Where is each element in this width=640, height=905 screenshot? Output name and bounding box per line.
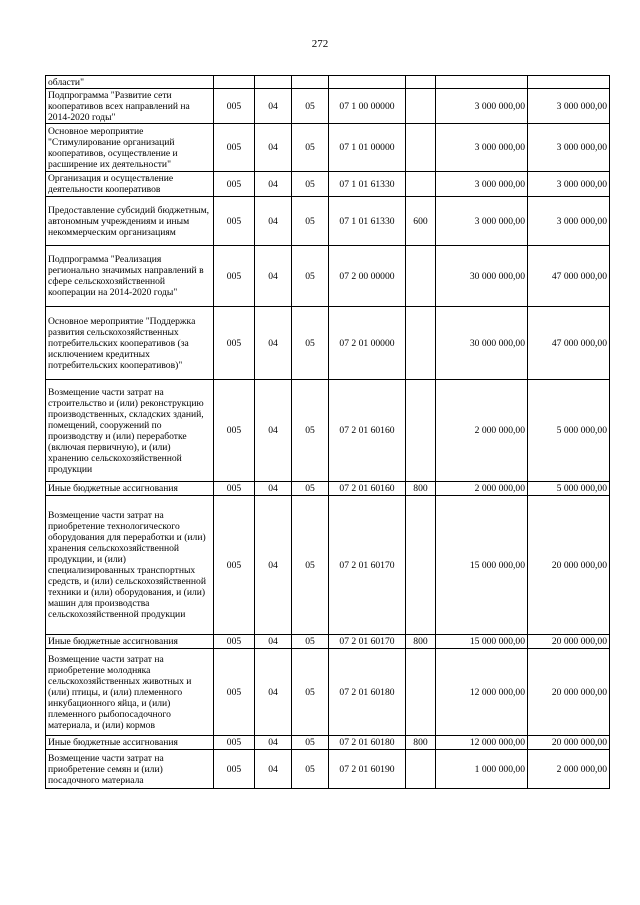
- amount-cell-year1: 3 000 000,00: [436, 172, 528, 197]
- subsection-code-cell: 05: [292, 482, 329, 496]
- section-code-cell: 04: [255, 197, 292, 246]
- target-article-cell: 07 1 00 00000: [329, 89, 406, 124]
- table-row: [46, 649, 610, 736]
- target-article-cell: 07 1 01 61330: [329, 172, 406, 197]
- row-name-cell: Организация и осуществление деятельности кооперативов: [46, 172, 214, 197]
- admin-code-cell: 005: [214, 482, 255, 496]
- expense-type-cell: [406, 89, 436, 124]
- table-row: [46, 750, 610, 789]
- amount-cell-year1: [436, 76, 528, 89]
- subsection-code-cell: 05: [292, 172, 329, 197]
- table-row: [46, 89, 610, 124]
- row-name-cell: Иные бюджетные ассигнования: [46, 736, 214, 750]
- expense-type-cell: 800: [406, 635, 436, 649]
- target-article-cell: 07 2 01 60160: [329, 380, 406, 482]
- admin-code-cell: 005: [214, 496, 255, 635]
- table-row: [46, 246, 610, 307]
- expense-type-cell: [406, 246, 436, 307]
- admin-code-cell: 005: [214, 89, 255, 124]
- section-code-cell: 04: [255, 124, 292, 172]
- target-article-cell: 07 2 01 00000: [329, 307, 406, 380]
- row-name-cell: Возмещение части затрат на приобретение молодняка сельскохозяйственных животных и (или) птицы, и (или) племенного инкубационного яйца, и (или) племенного рыбопосадочного материала, и (или) кормов: [46, 649, 214, 736]
- amount-cell-year1: 3 000 000,00: [436, 124, 528, 172]
- amount-cell-year1: 30 000 000,00: [436, 307, 528, 380]
- target-article-cell: 07 2 01 60160: [329, 482, 406, 496]
- amount-cell-year1: 15 000 000,00: [436, 496, 528, 635]
- table-row: [46, 482, 610, 496]
- section-code-cell: 04: [255, 635, 292, 649]
- section-code-cell: 04: [255, 380, 292, 482]
- amount-cell-year1: 3 000 000,00: [436, 197, 528, 246]
- amount-cell-year2: 3 000 000,00: [528, 172, 610, 197]
- amount-cell-year1: 12 000 000,00: [436, 736, 528, 750]
- row-name-cell: Возмещение части затрат на строительство и (или) реконструкцию производственных, складских зданий, помещений, сооружений по производству и (или) переработке (включая первичную), и (или) хранению сельскохозяйственной продукции: [46, 380, 214, 482]
- subsection-code-cell: 05: [292, 197, 329, 246]
- expense-type-cell: [406, 76, 436, 89]
- admin-code-cell: 005: [214, 736, 255, 750]
- amount-cell-year2: 3 000 000,00: [528, 197, 610, 246]
- table-row: [46, 736, 610, 750]
- table-row: [46, 380, 610, 482]
- amount-cell-year2: 47 000 000,00: [528, 307, 610, 380]
- amount-cell-year1: 30 000 000,00: [436, 246, 528, 307]
- table-row: [46, 124, 610, 172]
- admin-code-cell: 005: [214, 649, 255, 736]
- subsection-code-cell: 05: [292, 635, 329, 649]
- expense-type-cell: [406, 124, 436, 172]
- row-name-cell: Основное мероприятие "Стимулирование организаций кооперативов, осуществление и расширение их деятельности": [46, 124, 214, 172]
- amount-cell-year2: 47 000 000,00: [528, 246, 610, 307]
- table-row: [46, 76, 610, 89]
- table-row: [46, 307, 610, 380]
- subsection-code-cell: 05: [292, 736, 329, 750]
- target-article-cell: 07 1 01 61330: [329, 197, 406, 246]
- amount-cell-year2: 3 000 000,00: [528, 89, 610, 124]
- admin-code-cell: 005: [214, 124, 255, 172]
- row-name-cell: Основное мероприятие "Поддержка развития сельскохозяйственных потребительских кооперативов (за исключением кредитных потребительских кооперативов)": [46, 307, 214, 380]
- amount-cell-year2: [528, 76, 610, 89]
- expense-type-cell: [406, 172, 436, 197]
- admin-code-cell: 005: [214, 380, 255, 482]
- table-row: [46, 496, 610, 635]
- amount-cell-year2: 20 000 000,00: [528, 635, 610, 649]
- amount-cell-year2: 5 000 000,00: [528, 482, 610, 496]
- amount-cell-year1: 15 000 000,00: [436, 635, 528, 649]
- subsection-code-cell: 05: [292, 750, 329, 789]
- expense-type-cell: [406, 750, 436, 789]
- row-name-cell: Подпрограмма "Реализация регионально значимых направлений в сфере сельскохозяйственной кооперации на 2014-2020 годы": [46, 246, 214, 307]
- row-name-cell: Подпрограмма "Развитие сети кооперативов всех направлений на 2014-2020 годы": [46, 89, 214, 124]
- target-article-cell: [329, 76, 406, 89]
- subsection-code-cell: 05: [292, 246, 329, 307]
- subsection-code-cell: 05: [292, 380, 329, 482]
- expense-type-cell: 800: [406, 736, 436, 750]
- target-article-cell: 07 2 00 00000: [329, 246, 406, 307]
- amount-cell-year2: 2 000 000,00: [528, 750, 610, 789]
- amount-cell-year1: 12 000 000,00: [436, 649, 528, 736]
- page-number: 272: [311, 38, 329, 50]
- subsection-code-cell: 05: [292, 307, 329, 380]
- admin-code-cell: [214, 76, 255, 89]
- section-code-cell: 04: [255, 307, 292, 380]
- target-article-cell: 07 2 01 60180: [329, 736, 406, 750]
- amount-cell-year2: 3 000 000,00: [528, 124, 610, 172]
- amount-cell-year2: 20 000 000,00: [528, 496, 610, 635]
- row-name-cell: Иные бюджетные ассигнования: [46, 635, 214, 649]
- table-row: [46, 635, 610, 649]
- subsection-code-cell: 05: [292, 124, 329, 172]
- admin-code-cell: 005: [214, 635, 255, 649]
- admin-code-cell: 005: [214, 750, 255, 789]
- target-article-cell: 07 1 01 00000: [329, 124, 406, 172]
- subsection-code-cell: [292, 76, 329, 89]
- amount-cell-year1: 1 000 000,00: [436, 750, 528, 789]
- expense-type-cell: 800: [406, 482, 436, 496]
- amount-cell-year2: 20 000 000,00: [528, 649, 610, 736]
- subsection-code-cell: 05: [292, 496, 329, 635]
- section-code-cell: 04: [255, 482, 292, 496]
- row-name-cell: Предоставление субсидий бюджетным, автономным учреждениям и иным некоммерческим организациям: [46, 197, 214, 246]
- section-code-cell: [255, 76, 292, 89]
- admin-code-cell: 005: [214, 307, 255, 380]
- section-code-cell: 04: [255, 496, 292, 635]
- section-code-cell: 04: [255, 736, 292, 750]
- section-code-cell: 04: [255, 750, 292, 789]
- subsection-code-cell: 05: [292, 649, 329, 736]
- target-article-cell: 07 2 01 60170: [329, 635, 406, 649]
- admin-code-cell: 005: [214, 246, 255, 307]
- expense-type-cell: [406, 496, 436, 635]
- row-name-cell: Возмещение части затрат на приобретение технологического оборудования для переработки и (или) хранения сельскохозяйственной продукции, и (или) специализированных транспортных средств, и (или) сельскохозяйственной техники и (или) оборудования, и (или) машин для производства сельскохозяйственной продукции: [46, 496, 214, 635]
- row-name-cell: Иные бюджетные ассигнования: [46, 482, 214, 496]
- amount-cell-year1: 2 000 000,00: [436, 380, 528, 482]
- section-code-cell: 04: [255, 172, 292, 197]
- section-code-cell: 04: [255, 649, 292, 736]
- table-row: [46, 172, 610, 197]
- subsection-code-cell: 05: [292, 89, 329, 124]
- row-name-cell: области": [46, 76, 214, 89]
- section-code-cell: 04: [255, 246, 292, 307]
- amount-cell-year2: 20 000 000,00: [528, 736, 610, 750]
- table-row: [46, 197, 610, 246]
- expense-type-cell: [406, 649, 436, 736]
- budget-table: [45, 75, 610, 789]
- amount-cell-year1: 2 000 000,00: [436, 482, 528, 496]
- expense-type-cell: [406, 380, 436, 482]
- section-code-cell: 04: [255, 89, 292, 124]
- row-name-cell: Возмещение части затрат на приобретение семян и (или) посадочного материала: [46, 750, 214, 789]
- amount-cell-year1: 3 000 000,00: [436, 89, 528, 124]
- expense-type-cell: 600: [406, 197, 436, 246]
- admin-code-cell: 005: [214, 197, 255, 246]
- target-article-cell: 07 2 01 60180: [329, 649, 406, 736]
- target-article-cell: 07 2 01 60190: [329, 750, 406, 789]
- target-article-cell: 07 2 01 60170: [329, 496, 406, 635]
- expense-type-cell: [406, 307, 436, 380]
- amount-cell-year2: 5 000 000,00: [528, 380, 610, 482]
- admin-code-cell: 005: [214, 172, 255, 197]
